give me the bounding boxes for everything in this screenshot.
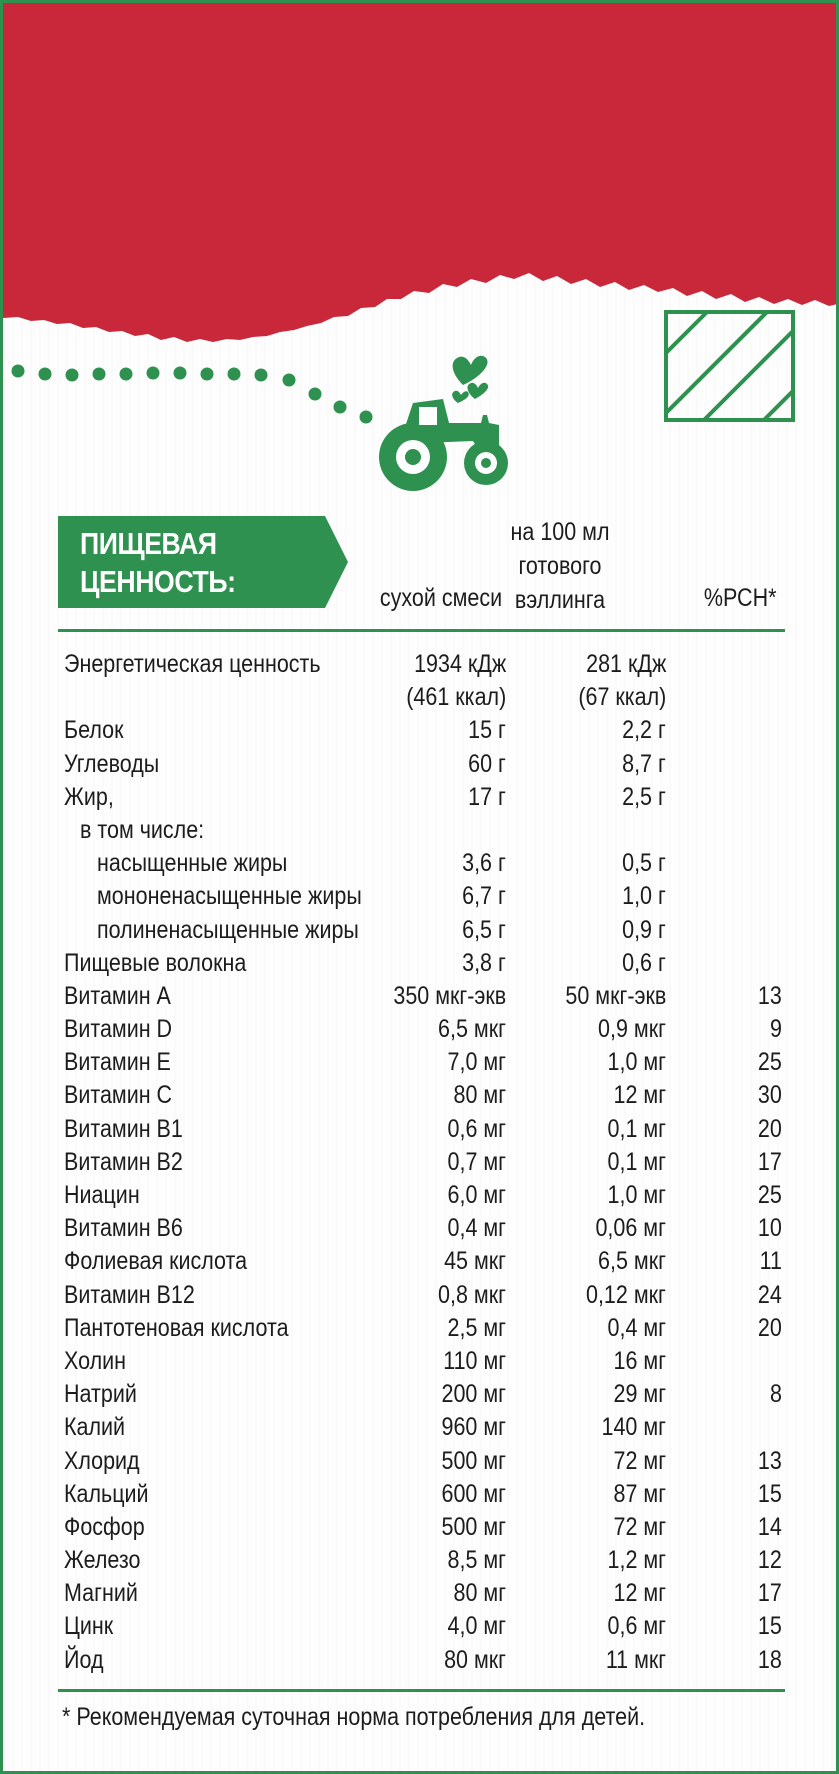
value-dry-mix-line: 3,6 г xyxy=(462,849,506,878)
value-rsn xyxy=(758,1644,782,1677)
value-dry-mix-line: 80 мкг xyxy=(444,1645,506,1674)
column-header-rsn: %РСН* xyxy=(703,584,776,612)
value-dry-mix xyxy=(448,1113,506,1146)
value-ready xyxy=(622,880,666,913)
nutrient-name-line: Натрий xyxy=(64,1380,137,1409)
nutrient-name xyxy=(64,1312,289,1345)
value-dry-mix xyxy=(406,648,506,714)
value-dry-mix xyxy=(438,1013,506,1046)
nutrient-name xyxy=(64,648,321,681)
recycle-symbol-placeholder xyxy=(666,311,813,421)
value-dry-mix xyxy=(448,1312,506,1345)
value-dry-mix xyxy=(444,1644,506,1677)
value-dry-mix xyxy=(393,980,506,1013)
value-ready xyxy=(613,1445,666,1478)
value-ready xyxy=(608,1146,666,1179)
value-dry-mix xyxy=(462,914,506,947)
value-ready-line: 0,12 мкг xyxy=(586,1280,666,1309)
value-dry-mix xyxy=(448,1146,506,1179)
value-rsn xyxy=(758,1544,782,1577)
value-ready xyxy=(608,1113,666,1146)
table-row xyxy=(3,947,839,980)
value-ready-line: 2,2 г xyxy=(622,716,666,745)
value-ready xyxy=(622,748,666,781)
table-row xyxy=(3,714,839,747)
table-row xyxy=(3,914,839,947)
value-ready xyxy=(608,1312,666,1345)
value-dry-mix xyxy=(448,1179,506,1212)
nutrient-name xyxy=(97,914,359,947)
nutrient-name xyxy=(64,1079,172,1112)
value-dry-mix xyxy=(448,1544,506,1577)
value-dry-mix xyxy=(442,1511,506,1544)
nutrient-name xyxy=(64,781,114,814)
value-ready xyxy=(608,1179,666,1212)
value-ready xyxy=(598,1245,666,1278)
value-dry-mix-line: 45 мкг xyxy=(444,1247,506,1276)
nutrition-table xyxy=(3,648,839,1677)
value-ready xyxy=(622,947,666,980)
value-dry-mix xyxy=(442,1378,506,1411)
heading-line-2: ЦЕННОСТЬ: xyxy=(80,564,236,599)
value-rsn xyxy=(770,1378,782,1411)
value-dry-mix-line: 500 мг xyxy=(441,1512,506,1541)
value-dry-mix-line: 0,8 мкг xyxy=(438,1280,506,1309)
nutrient-name xyxy=(64,1644,103,1677)
value-ready-line: 1,0 мг xyxy=(607,1181,666,1210)
value-dry-mix-line: 960 мг xyxy=(441,1413,506,1442)
value-rsn xyxy=(758,1212,782,1245)
value-dry-mix-line: 3,8 г xyxy=(462,948,506,977)
value-rsn-line: 9 xyxy=(770,1015,782,1044)
value-ready-line: 0,9 г xyxy=(622,915,666,944)
value-dry-mix-line: 60 г xyxy=(468,749,506,778)
value-dry-mix xyxy=(453,1079,506,1112)
footnote: * Рекомендуемая суточная норма потребления для детей. xyxy=(62,1703,646,1731)
table-row xyxy=(3,1046,839,1079)
value-dry-mix-line: 350 мкг-экв xyxy=(393,981,506,1010)
value-ready-line: 12 мг xyxy=(613,1579,666,1608)
nutrient-name xyxy=(64,1511,145,1544)
value-rsn-line: 14 xyxy=(758,1512,782,1541)
value-rsn-line: 24 xyxy=(758,1280,782,1309)
value-dry-mix-line: 7,0 мг xyxy=(447,1048,506,1077)
value-rsn xyxy=(758,1445,782,1478)
nutrient-name xyxy=(64,1146,183,1179)
table-row xyxy=(3,1544,839,1577)
value-ready xyxy=(622,914,666,947)
table-row xyxy=(3,1644,839,1677)
nutrient-name-line: Хлорид xyxy=(64,1446,140,1475)
nutrient-name xyxy=(64,1212,183,1245)
value-dry-mix-line: 15 г xyxy=(468,716,506,745)
column-header-ready-line-2: готового xyxy=(518,552,602,580)
table-row xyxy=(3,980,839,1013)
nutrient-name xyxy=(97,880,362,913)
value-ready-line: 8,7 г xyxy=(622,749,666,778)
value-dry-mix xyxy=(448,1212,506,1245)
value-rsn-line: 20 xyxy=(758,1313,782,1342)
heading-line-1: ПИЩЕВАЯ xyxy=(80,526,217,561)
value-dry-mix-line: 0,6 мг xyxy=(447,1114,506,1143)
nutrient-name-line: Фосфор xyxy=(64,1512,145,1541)
value-rsn-line: 18 xyxy=(758,1645,782,1674)
value-dry-mix-line: 80 мг xyxy=(453,1081,506,1110)
table-row xyxy=(3,1345,839,1378)
value-ready xyxy=(622,714,666,747)
value-dry-mix-line: 0,4 мг xyxy=(447,1214,506,1243)
value-dry-mix-line: 6,5 г xyxy=(462,915,506,944)
nutrient-name-line: Витамин В12 xyxy=(64,1280,195,1309)
nutrient-name-line: Калий xyxy=(64,1413,126,1442)
value-ready-line: 29 мг xyxy=(613,1380,666,1409)
value-dry-mix-line: 200 мг xyxy=(441,1380,506,1409)
value-ready-line: 72 мг xyxy=(613,1446,666,1475)
nutrient-name xyxy=(64,947,246,980)
header-divider xyxy=(58,629,785,632)
table-row xyxy=(3,1577,839,1610)
table-row xyxy=(3,1610,839,1643)
value-dry-mix-line: 6,5 мкг xyxy=(438,1015,506,1044)
value-rsn-line: 25 xyxy=(758,1181,782,1210)
value-dry-mix-line: 600 мг xyxy=(441,1479,506,1508)
table-row xyxy=(3,1411,839,1444)
table-row xyxy=(3,880,839,913)
value-rsn-line: 13 xyxy=(758,1446,782,1475)
table-row xyxy=(3,1445,839,1478)
value-ready xyxy=(613,1378,666,1411)
value-ready xyxy=(602,1411,666,1444)
value-rsn xyxy=(758,1312,782,1345)
value-rsn xyxy=(758,1179,782,1212)
nutrient-name xyxy=(64,1179,140,1212)
heart-icon xyxy=(452,356,488,403)
nutrient-name-line: Пантотеновая кислота xyxy=(64,1313,289,1342)
value-ready-line: 50 мкг-экв xyxy=(565,981,666,1010)
nutrient-name xyxy=(64,1279,195,1312)
nutrient-name-line: Пищевые волокна xyxy=(64,948,247,977)
value-rsn-line: 11 xyxy=(759,1247,782,1276)
value-ready xyxy=(613,1079,666,1112)
value-dry-mix-line: (461 ккал) xyxy=(406,683,506,712)
value-dry-mix xyxy=(444,1245,506,1278)
nutrient-name xyxy=(64,1544,140,1577)
value-dry-mix xyxy=(468,748,506,781)
value-dry-mix-line: 17 г xyxy=(468,782,506,811)
value-ready-line: 2,5 г xyxy=(622,782,666,811)
value-dry-mix xyxy=(442,1445,506,1478)
value-rsn-line: 17 xyxy=(758,1579,782,1608)
value-rsn-line: 12 xyxy=(758,1546,782,1575)
value-rsn-line: 30 xyxy=(758,1081,782,1110)
value-ready-line: 0,6 мг xyxy=(607,1612,666,1641)
nutrient-name xyxy=(64,748,159,781)
value-dry-mix-line: 6,0 мг xyxy=(447,1181,506,1210)
nutrient-name-line: Йод xyxy=(64,1645,104,1674)
table-row xyxy=(3,1245,839,1278)
value-rsn xyxy=(760,1245,782,1278)
value-dry-mix xyxy=(468,714,506,747)
nutrient-name-line: Железо xyxy=(64,1546,141,1575)
value-ready xyxy=(596,1212,666,1245)
value-ready xyxy=(598,1013,666,1046)
value-ready xyxy=(622,781,666,814)
column-header-ready-line-1: на 100 мл xyxy=(510,518,610,546)
value-dry-mix-line: 500 мг xyxy=(441,1446,506,1475)
nutrient-name-line: мононенасыщенные жиры xyxy=(97,882,362,911)
nutrient-name-line: Витамин В1 xyxy=(64,1114,183,1143)
nutrient-name xyxy=(64,1013,172,1046)
value-rsn-line: 15 xyxy=(758,1612,782,1641)
nutrient-name-line: Энергетическая ценность xyxy=(64,650,321,678)
value-dry-mix xyxy=(468,781,506,814)
value-dry-mix-line: 0,7 мг xyxy=(447,1147,506,1176)
column-header-ready xyxy=(474,515,646,617)
value-dry-mix xyxy=(438,1279,506,1312)
table-row xyxy=(3,748,839,781)
table-row xyxy=(3,1113,839,1146)
table-row xyxy=(3,1212,839,1245)
table-row xyxy=(3,1013,839,1046)
footer-divider xyxy=(58,1689,785,1692)
value-ready-line: 140 мг xyxy=(601,1413,666,1442)
nutrient-name xyxy=(64,1478,149,1511)
table-row xyxy=(3,1478,839,1511)
column-header-ready-line-3: вэллинга xyxy=(514,586,606,614)
value-dry-mix-line: 6,7 г xyxy=(462,882,506,911)
value-rsn xyxy=(758,1577,782,1610)
value-dry-mix xyxy=(442,1478,506,1511)
value-ready-line: 1,2 мг xyxy=(607,1546,666,1575)
value-ready-line: 87 мг xyxy=(613,1479,666,1508)
value-rsn xyxy=(770,1013,782,1046)
nutrient-name-line: Витамин А xyxy=(64,981,171,1010)
value-ready-line: 0,4 мг xyxy=(607,1313,666,1342)
nutrient-name-line: Холин xyxy=(64,1346,127,1375)
value-ready xyxy=(613,1345,666,1378)
table-row xyxy=(3,1146,839,1179)
value-rsn xyxy=(758,1079,782,1112)
value-dry-mix-line: 8,5 мг xyxy=(447,1546,506,1575)
value-dry-mix xyxy=(448,1046,506,1079)
dotted-trail xyxy=(12,365,373,424)
nutrient-name xyxy=(64,1577,138,1610)
nutrient-name-line: Витамин Е xyxy=(64,1048,171,1077)
nutrient-name-line: Белок xyxy=(64,716,124,745)
nutrient-name xyxy=(64,1046,171,1079)
value-ready-line: 0,1 мг xyxy=(607,1114,666,1143)
nutrient-name xyxy=(97,847,287,880)
value-rsn-line: 25 xyxy=(758,1048,782,1077)
value-dry-mix xyxy=(462,847,506,880)
value-rsn xyxy=(758,980,782,1013)
value-ready xyxy=(586,1279,666,1312)
value-ready-line: 281 кДж xyxy=(585,650,666,678)
value-ready-line: (67 ккал) xyxy=(577,683,666,712)
value-rsn xyxy=(758,1113,782,1146)
nutrient-name-line: Фолиевая кислота xyxy=(64,1247,248,1276)
nutrient-name xyxy=(64,1378,137,1411)
value-ready-line: 16 мг xyxy=(613,1346,666,1375)
value-dry-mix xyxy=(448,1610,506,1643)
value-rsn-line: 8 xyxy=(770,1380,782,1409)
value-dry-mix xyxy=(443,1345,506,1378)
value-rsn xyxy=(758,1146,782,1179)
value-ready xyxy=(608,1544,666,1577)
value-dry-mix-line: 2,5 мг xyxy=(447,1313,506,1342)
table-row xyxy=(3,1079,839,1112)
value-rsn-line: 13 xyxy=(758,981,782,1010)
column-header-dry-mix: сухой смеси xyxy=(379,584,502,612)
nutrient-name xyxy=(64,1411,125,1444)
table-row xyxy=(3,781,839,814)
nutrient-name-line: Углеводы xyxy=(64,749,160,778)
value-ready xyxy=(622,847,666,880)
value-ready-line: 12 мг xyxy=(613,1081,666,1110)
nutrient-name-line: полиненасыщенные жиры xyxy=(97,915,359,944)
nutrient-name-line: Витамин С xyxy=(64,1081,173,1110)
nutrient-name xyxy=(64,980,171,1013)
value-ready-line: 6,5 мкг xyxy=(598,1247,666,1276)
tractor-icon xyxy=(379,399,508,491)
value-ready-line: 0,06 мг xyxy=(595,1214,666,1243)
value-dry-mix-line: 1934 кДж xyxy=(413,650,506,678)
value-rsn xyxy=(758,1279,782,1312)
nutrient-name-line: в том числе: xyxy=(80,815,205,844)
nutrient-name-line: Ниацин xyxy=(64,1181,140,1210)
value-ready-line: 72 мг xyxy=(613,1512,666,1541)
table-row xyxy=(3,814,839,847)
nutrient-name-line: Кальций xyxy=(64,1479,149,1508)
table-row xyxy=(3,1511,839,1544)
value-ready xyxy=(613,1478,666,1511)
value-ready xyxy=(613,1577,666,1610)
red-torn-header xyxy=(3,3,839,342)
value-rsn-line: 10 xyxy=(758,1214,782,1243)
nutrition-heading xyxy=(58,516,348,608)
value-ready xyxy=(606,1644,666,1677)
value-rsn xyxy=(758,1478,782,1511)
value-ready-line: 0,6 г xyxy=(622,948,666,977)
table-row xyxy=(3,1279,839,1312)
value-ready xyxy=(608,1610,666,1643)
value-ready xyxy=(565,980,666,1013)
table-row xyxy=(3,847,839,880)
value-dry-mix xyxy=(453,1577,506,1610)
nutrient-name-line: Витамин В2 xyxy=(64,1147,183,1176)
value-dry-mix-line: 4,0 мг xyxy=(447,1612,506,1641)
value-ready xyxy=(578,648,666,714)
value-ready-line: 11 мкг xyxy=(605,1645,666,1674)
value-dry-mix xyxy=(442,1411,506,1444)
value-rsn-line: 15 xyxy=(758,1479,782,1508)
nutrient-name-line: Цинк xyxy=(64,1612,114,1641)
value-ready xyxy=(608,1046,666,1079)
table-row xyxy=(3,1378,839,1411)
nutrient-name xyxy=(80,814,204,847)
value-ready-line: 0,5 г xyxy=(622,849,666,878)
nutrient-name-line: Жир, xyxy=(64,782,114,811)
nutrient-name xyxy=(64,1113,183,1146)
value-rsn xyxy=(758,1511,782,1544)
nutrient-name xyxy=(64,1345,126,1378)
nutrient-name-line: Витамин D xyxy=(64,1015,173,1044)
nutrient-name-line: Витамин В6 xyxy=(64,1214,183,1243)
value-ready-line: 1,0 г xyxy=(622,882,666,911)
value-dry-mix-line: 80 мг xyxy=(453,1579,506,1608)
value-ready-line: 0,9 мкг xyxy=(598,1015,666,1044)
value-dry-mix xyxy=(462,947,506,980)
nutrient-name xyxy=(64,714,124,747)
table-row xyxy=(3,648,839,714)
value-ready-line: 1,0 мг xyxy=(607,1048,666,1077)
value-ready xyxy=(613,1511,666,1544)
value-rsn xyxy=(758,1610,782,1643)
nutrient-name xyxy=(64,1445,140,1478)
value-rsn xyxy=(758,1046,782,1079)
value-dry-mix xyxy=(462,880,506,913)
value-ready-line: 0,1 мг xyxy=(607,1147,666,1176)
nutrient-name-line: насыщенные жиры xyxy=(97,849,288,878)
table-row xyxy=(3,1312,839,1345)
value-rsn-line: 20 xyxy=(758,1114,782,1143)
table-row xyxy=(3,1179,839,1212)
value-dry-mix-line: 110 мг xyxy=(443,1346,506,1375)
nutrient-name-line: Магний xyxy=(64,1579,138,1608)
value-rsn-line: 17 xyxy=(758,1147,782,1176)
nutrient-name xyxy=(64,1245,247,1278)
nutrient-name xyxy=(64,1610,113,1643)
